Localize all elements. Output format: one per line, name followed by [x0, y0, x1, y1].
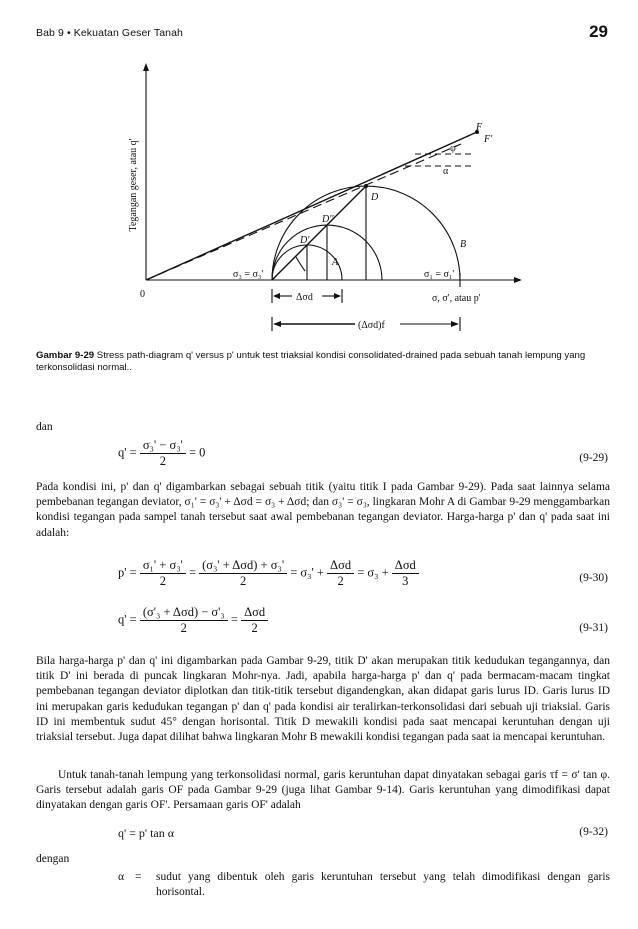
label-F: F — [476, 122, 483, 133]
eq931-f2-num: Δσd — [241, 605, 268, 621]
paragraph-1: Pada kondisi ini, p' dan q' digambarkan sebagai sebuah titik (yaitu titik I pada Gambar 9-29). Pada saat lainnya selama pembebanan tegangan deviator, σ₁' = σ₃' + Δσd = σ₃ + Δσd; dan σ₃' = σ₃, lingkaran Mohr A di Gambar 9-29 menggambarkan kondisi tegangan pada sampel tanah tersebut saat awal pembebanan tegangan deviator. Harga-harga p' dan q' pada saat ini adalah: — [36, 481, 610, 539]
eq929-lhs: q' = — [118, 445, 137, 460]
eq931-f1-den: 2 — [180, 621, 187, 635]
arc-arrow-A — [296, 257, 305, 271]
word-dengan: dengan — [36, 853, 70, 865]
eq932-label: (9-32) — [579, 826, 608, 838]
origin-label: 0 — [140, 289, 145, 300]
delta-d-arrowhead-left — [273, 293, 280, 299]
label-phi: φ — [450, 143, 456, 154]
equation-9-32: q' = p' tan α — [118, 826, 175, 840]
equation-9-29 — [118, 438, 205, 469]
alpha-definition: sudut yang dibentuk oleh garis keruntuhan tersebut yang telah dimodifikasi dengan garis horisontal. — [156, 871, 610, 899]
label-B: B — [460, 239, 467, 250]
label-alpha: α — [443, 166, 449, 177]
eq930-f4-num: Δσd — [392, 558, 419, 574]
label-D1: D' — [300, 235, 310, 246]
eq930-f2-num: (σ₃' + Δσd) + σ₃' — [199, 558, 287, 574]
eq931-lhs: q' = — [118, 612, 137, 627]
eq930-f4-den: 3 — [402, 574, 409, 588]
stress-path-ID — [272, 186, 366, 280]
eq930-f2-den: 2 — [239, 574, 247, 588]
x-axis-label: σ, σ', atau p' — [432, 293, 481, 304]
alpha-equals: = — [135, 871, 142, 883]
eq930-eq2: = σ₃' + — [290, 565, 324, 580]
y-axis-arrow — [143, 63, 149, 71]
eq929-rhs: = 0 — [188, 445, 206, 460]
eq930-eq1: = — [188, 565, 196, 580]
eq931-f1-num: (σ'₃ + Δσd) − σ'₃ — [140, 605, 228, 621]
eq930-f1-num: σ₁' + σ₃' — [140, 558, 186, 574]
eq929-numerator: σ₃' − σ₃' — [140, 438, 186, 454]
eq930-f3-den: 2 — [337, 574, 344, 588]
eq930-label: (9-30) — [579, 572, 608, 584]
x-axis-arrow — [514, 277, 522, 283]
label-F-prime: F' — [484, 134, 493, 145]
eq929-label: (9-29) — [579, 452, 608, 464]
delta-df-arrowhead-left — [273, 321, 281, 327]
label-D: D — [371, 192, 379, 203]
word-dan: dan — [36, 421, 53, 433]
eq931-label: (9-31) — [579, 622, 608, 634]
label-A: A — [332, 257, 339, 268]
equation-9-30 — [118, 558, 419, 589]
chapter-header: Bab 9 • Kekuatan Geser Tanah — [36, 27, 183, 39]
label-delta-d: Δσd — [296, 292, 313, 303]
page-number: 29 — [589, 22, 608, 41]
eq930-eq3: = σ₃ + — [357, 565, 389, 580]
label-sigma3: σ₃ = σ₃' — [233, 269, 264, 280]
eq931-f2-den: 2 — [251, 621, 258, 635]
y-axis-label: Tegangan geser, atau q' — [128, 138, 139, 232]
paragraph-3: Untuk tanah-tanah lempung yang terkonsolidasi normal, garis keruntuhan dapat dinyatakan sebagai garis τf = σ' tan φ. Garis tersebut adalah garis OF pada Gambar 9-29 (juga lihat Gambar 9-14). Garis keruntuhan yang dimodifikasi dapat dinyatakan dengan garis OF'. Persamaan garis OF' adalah — [36, 769, 610, 812]
delta-d-arrowhead-right — [334, 293, 341, 299]
figure-caption — [36, 350, 608, 374]
alpha-symbol: α — [118, 871, 125, 883]
stress-path-figure — [0, 45, 638, 345]
eq930-f3-num: Δσd — [327, 558, 354, 574]
label-sigma1: σ₁ = σ₁' — [424, 269, 455, 280]
caption-text: Stress path-diagram q' versus p' untuk test triaksial kondisi consolidated-drained pada sebuah tanah lempung yang terkonsolidasi normal.. — [36, 350, 586, 373]
caption-number: Gambar 9-29 — [36, 350, 95, 361]
equation-9-31 — [118, 605, 268, 636]
eq930-lhs: p' = — [118, 565, 137, 580]
label-delta-df: (Δσd)f — [358, 320, 385, 331]
eq931-eq: = — [230, 612, 238, 627]
point-D — [364, 184, 368, 188]
eq929-denominator: 2 — [159, 454, 166, 468]
eq930-f1-den: 2 — [159, 574, 166, 588]
label-D2: D'' — [322, 214, 334, 225]
paragraph-2: Bila harga-harga p' dan q' ini digambarkan pada Gambar 9-29, titik D' akan merupakan titik kedudukan tegangannya, dan titik D' ini berada di puncak lingkaran Mohr-nya. Jadi, apabila harga-harga p' dan q' pada bermacam-macam tingkat pembebanan tegangan deviator diplotkan dan titik-titik tersebut digandengkan, akan didapat garis lurus ID. Garis lurus ID ini merupakan garis kedudukan tegangan p' dan q' pada kondisi air teralirkan-terkonsolidasi dari sebuah uji triaksial. Garis ID ini membentuk sudut 45° dengan horisontal. Titik D mewakili kondisi pada saat mencapai keruntuhan dengan uji triaksial tersebut. Juga dapat dilihat bahwa lingkaran Mohr B mewakili kondisi tegangan pada saat ia mencapai keruntuhan. — [36, 655, 610, 744]
delta-df-arrowhead-right — [451, 321, 459, 327]
